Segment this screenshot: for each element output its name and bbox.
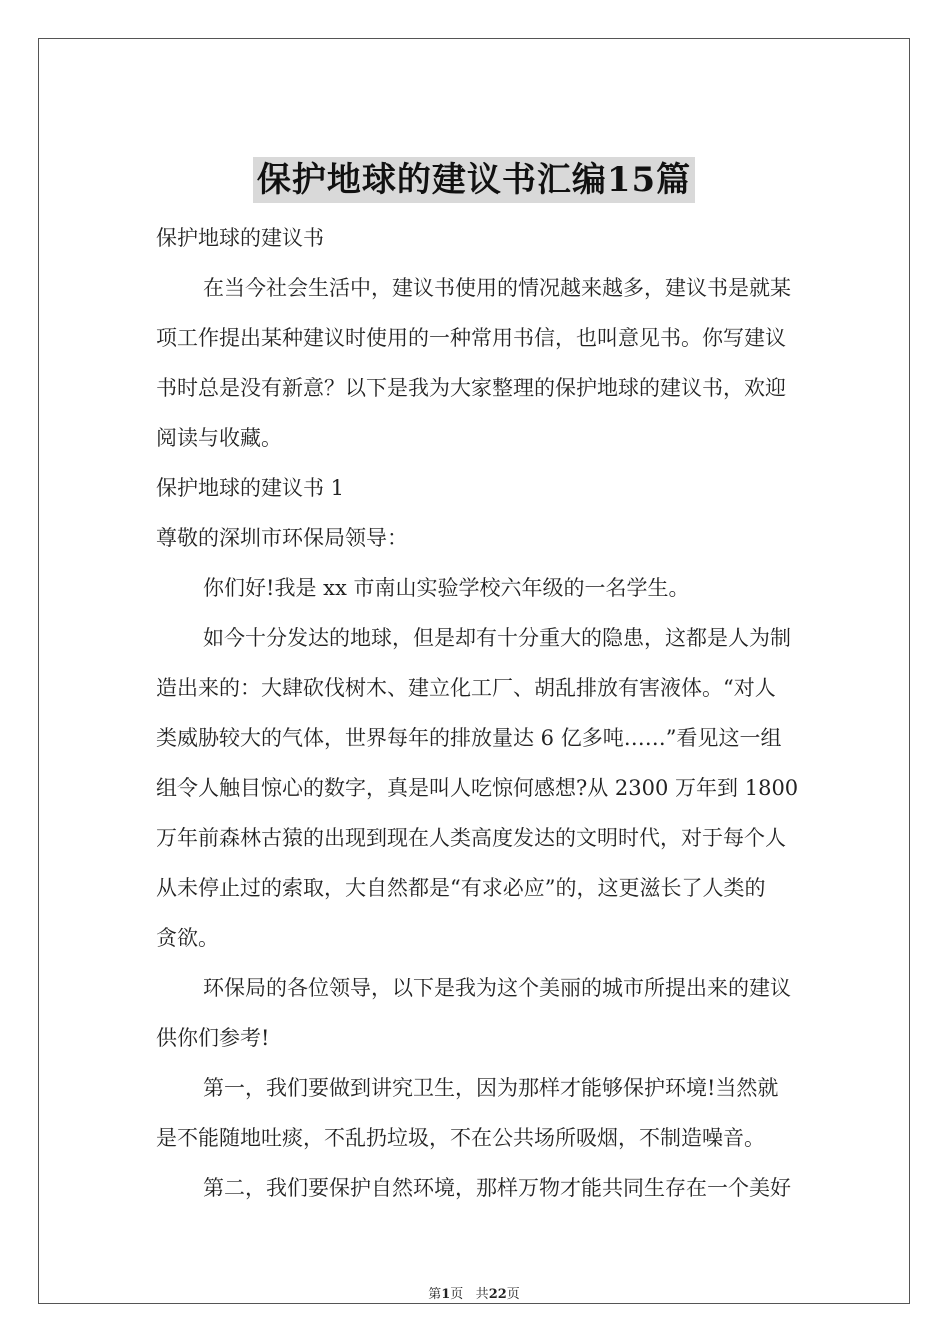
text-line: 从未停止过的索取，大自然都是“有求必应”的，这更滋长了人类的 [156, 876, 766, 900]
text-line: 是不能随地吐痰，不乱扔垃圾，不在公共场所吸烟，不制造噪音。 [156, 1126, 765, 1150]
text-line: 你们好!我是 xx 市南山实验学校六年级的一名学生。 [203, 576, 690, 600]
text-line: 项工作提出某种建议时使用的一种常用书信，也叫意见书。你写建议 [156, 326, 786, 350]
text-line: 供你们参考! [156, 1026, 270, 1050]
text-line: 第二，我们要保护自然环境，那样万物才能共同生存在一个美好 [203, 1176, 791, 1200]
text-line: 书时总是没有新意？以下是我为大家整理的保护地球的建议书，欢迎 [156, 376, 786, 400]
document-title: 保护地球的建议书汇编15篇 [253, 157, 695, 203]
footer-page-number: 1 [441, 1287, 451, 1302]
footer-total-prefix: 共 [475, 1287, 489, 1302]
text-line: 尊敬的深圳市环保局领导： [156, 526, 408, 550]
text-line: 如今十分发达的地球，但是却有十分重大的隐患，这都是人为制 [203, 626, 791, 650]
document-body [156, 213, 876, 1213]
text-line: 组令人触目惊心的数字，真是叫人吃惊何感想?从 2300 万年到 1800 [156, 776, 799, 800]
text-line: 贪欲。 [156, 926, 219, 950]
text-line: 第一，我们要做到讲究卫生，因为那样才能够保护环境!当然就 [203, 1076, 779, 1100]
document-page [38, 38, 910, 1304]
footer-page-prefix: 第 [428, 1287, 442, 1302]
text-line: 造出来的：大肆砍伐树木、建立化工厂、胡乱排放有害液体。“对人 [156, 676, 776, 700]
footer-total-number: 22 [488, 1287, 507, 1302]
text-line: 类威胁较大的气体，世界每年的排放量达 6 亿多吨……”看见这一组 [156, 726, 782, 750]
text-line: 保护地球的建议书 1 [156, 476, 345, 500]
text-line: 环保局的各位领导，以下是我为这个美丽的城市所提出来的建议 [203, 976, 791, 1000]
footer-page-suffix: 页 [450, 1287, 464, 1302]
text-line: 在当今社会生活中，建议书使用的情况越来越多，建议书是就某 [203, 276, 791, 300]
text-line: 万年前森林古猿的出现到现在人类高度发达的文明时代，对于每个人 [156, 826, 786, 850]
page-footer [39, 1283, 909, 1302]
footer-total-suffix: 页 [506, 1287, 520, 1302]
text-line: 保护地球的建议书 [156, 226, 324, 250]
text-line: 阅读与收藏。 [156, 426, 282, 450]
